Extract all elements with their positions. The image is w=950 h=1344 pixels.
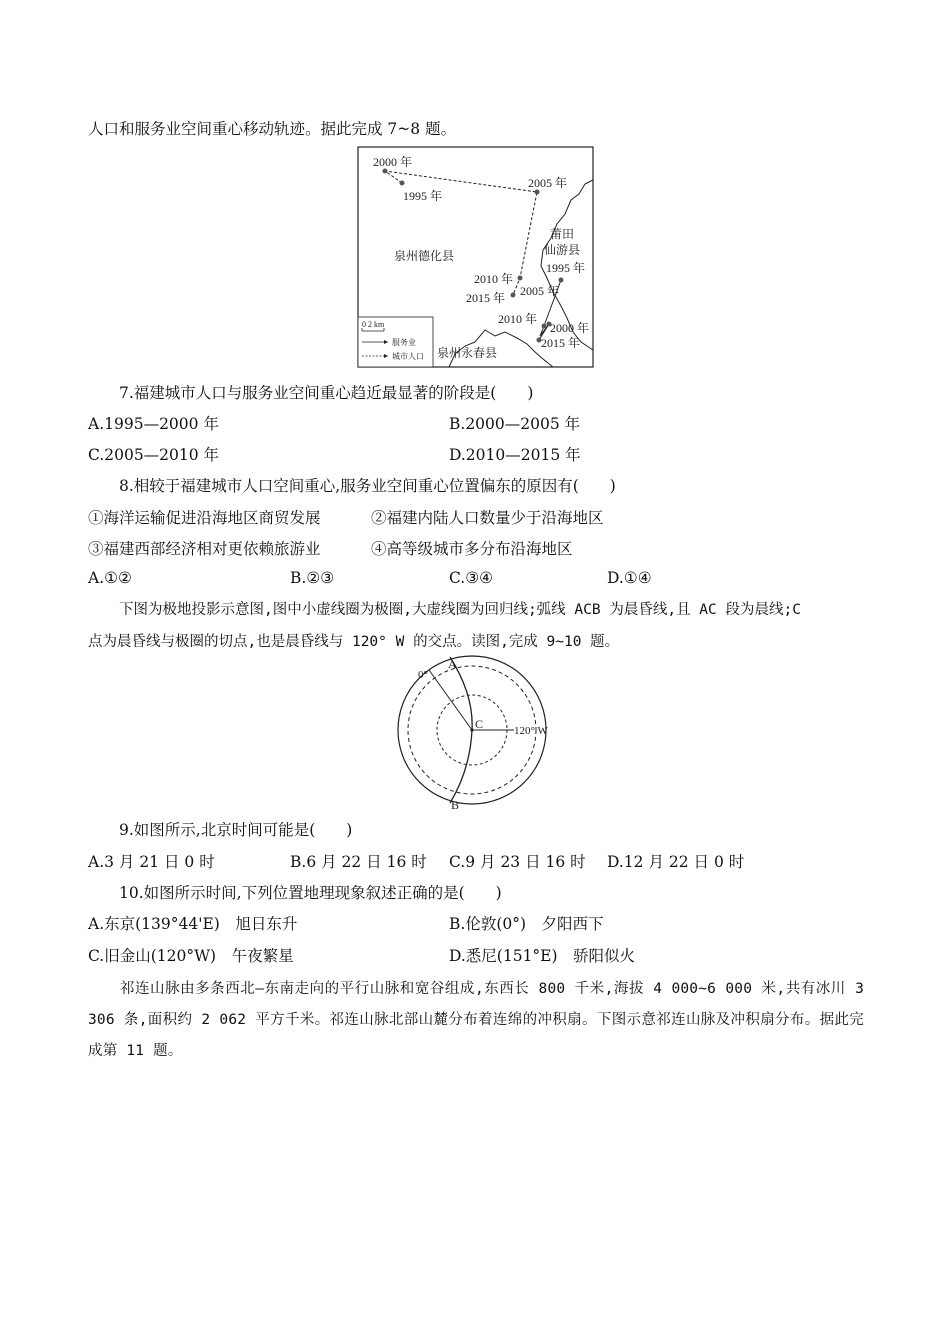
q10-option-a: A.东京(139°44'E) 旭日东升 — [88, 915, 298, 933]
intro3-paragraph: 祁连山脉由多条西北—东南走向的平行山脉和宽谷组成,东西长 800 千米,海拔 4 000~6 000 米,共有冰川 3 306 条,面积约 2 062 平方千米。祁连山脉北部山麓分布着连绵的冲积扇。下图示意祁连山脉及冲积扇分布。据此完成第 11 题。 — [88, 981, 864, 1059]
point-c — [470, 728, 473, 731]
q10-option-d: D.悉尼(151°E) 骄阳似火 — [449, 947, 636, 965]
intro2-line1: 下图为极地投影示意图,图中小虚线圈为极圈,大虚线圈为回归线;弧线 ACB 为晨昏线,且 AC 段为晨线;C — [119, 602, 801, 618]
label-2010-pop: 2010 年 — [474, 272, 514, 286]
q9-stem: 9.如图所示,北京时间可能是( ) — [119, 821, 353, 839]
q8-item-4: ④高等级城市多分布沿海地区 — [371, 540, 573, 558]
label-2005-svc: 2005 年 — [520, 284, 560, 298]
point-1995-pop — [400, 181, 405, 186]
point-2005-pop — [535, 190, 540, 195]
intro2-line2: 点为晨昏线与极圈的切点,也是晨昏线与 120° W 的交点。读图,完成 9~10 题。 — [88, 634, 620, 650]
label-2010-svc: 2010 年 — [498, 312, 538, 326]
polar-projection-map — [390, 655, 560, 810]
q8-item-1: ①海洋运输促进沿海地区商贸发展 — [88, 509, 321, 527]
q7-option-b: B.2000—2005 年 — [449, 415, 581, 433]
q8-item-2: ②福建内陆人口数量少于沿海地区 — [371, 509, 604, 527]
point-1995-svc — [559, 278, 564, 283]
label-1995-pop: 1995 年 — [403, 189, 443, 203]
label-2015-pop: 2015 年 — [466, 291, 506, 305]
q10-stem: 10.如图所示时间,下列位置地理现象叙述正确的是( ) — [119, 884, 502, 902]
q10-option-b: B.伦敦(0°) 夕阳西下 — [449, 915, 604, 933]
q8-item-3: ③福建西部经济相对更依赖旅游业 — [88, 540, 321, 558]
q9-option-c: C.9 月 23 日 16 时 — [449, 853, 586, 871]
label-2000-svc: 2000 年 — [550, 321, 590, 335]
q8-option-d: D.①④ — [607, 569, 652, 587]
point-2015-pop — [511, 293, 516, 298]
label-1995-svc: 1995 年 — [546, 261, 586, 275]
q9-option-d: D.12 月 22 日 0 时 — [607, 853, 745, 871]
label-dehua: 泉州德化县 — [394, 249, 455, 263]
q8-option-a: A.①② — [88, 569, 132, 587]
q10-option-c: C.旧金山(120°W) 午夜繁星 — [88, 947, 294, 965]
q8-option-c: C.③④ — [449, 569, 494, 587]
label-b: B — [451, 798, 460, 810]
q7-stem: 7.福建城市人口与服务业空间重心趋近最显著的阶段是( ) — [119, 384, 534, 402]
q9-option-b: B.6 月 22 日 16 时 — [290, 853, 427, 871]
label-120w: 120° W — [514, 725, 548, 737]
legend-population: 城市人口 — [392, 352, 424, 361]
intro-line: 人口和服务业空间重心移动轨迹。据此完成 7~8 题。 — [88, 120, 457, 138]
q7-option-c: C.2005—2010 年 — [88, 446, 220, 464]
q9-option-a: A.3 月 21 日 0 时 — [88, 853, 215, 871]
meridian-0 — [429, 670, 472, 730]
label-c: C — [475, 717, 484, 731]
q7-option-a: A.1995—2000 年 — [88, 415, 219, 433]
label-a: A — [448, 657, 457, 671]
q8-option-b: B.②③ — [290, 569, 335, 587]
terminator-acb — [450, 657, 472, 803]
q7-option-d: D.2010—2015 年 — [449, 446, 581, 464]
point-2005-svc — [542, 324, 547, 329]
point-2000-pop — [383, 169, 388, 174]
legend-service: 服务业 — [392, 338, 416, 347]
label-0deg: 0° — [418, 669, 428, 681]
label-putian: 莆田 — [550, 227, 575, 241]
gravity-center-map — [357, 146, 594, 368]
map-legend — [358, 317, 433, 367]
label-xianyou: 仙游县 — [544, 243, 581, 257]
label-2000-pop: 2000 年 — [373, 155, 413, 169]
label-2005-pop: 2005 年 — [528, 176, 568, 190]
label-yongchun: 泉州永春县 — [437, 346, 498, 360]
point-2010-pop — [518, 276, 523, 281]
label-2015-svc: 2015 年 — [541, 336, 581, 350]
legend-scale: 0 2 km — [362, 320, 385, 329]
q8-stem: 8.相较于福建城市人口空间重心,服务业空间重心位置偏东的原因有( ) — [119, 477, 616, 495]
